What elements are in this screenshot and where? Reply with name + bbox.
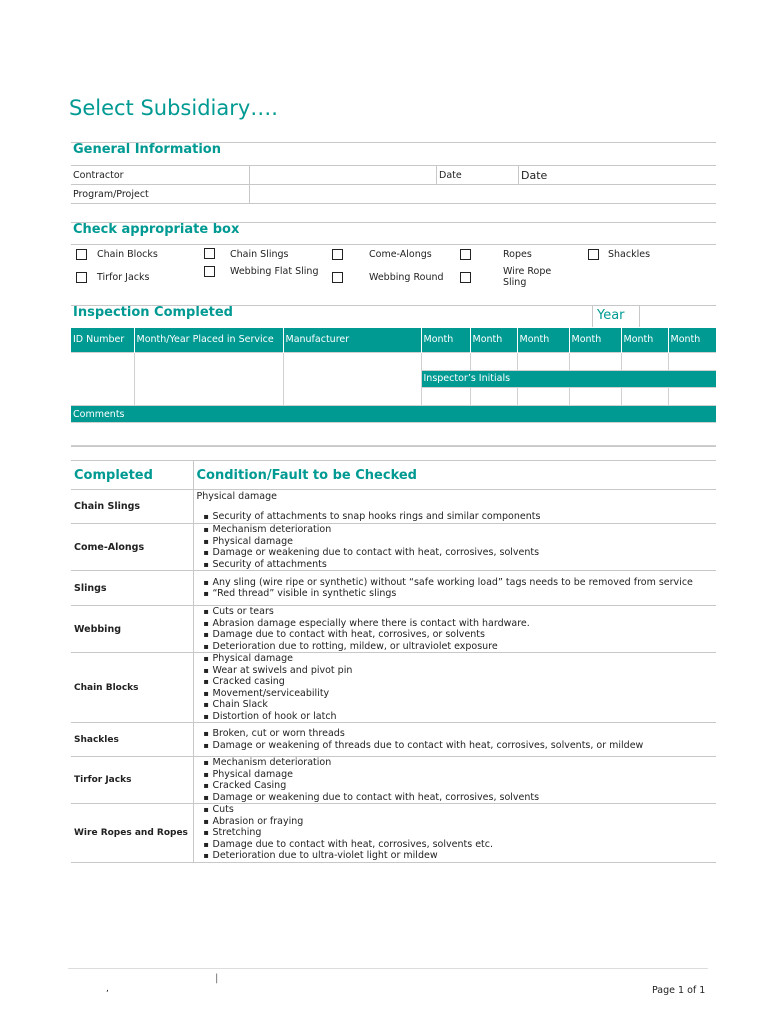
list-item: ▪ Broken, cut or worn threads	[213, 728, 714, 740]
comments-label: Comments	[71, 406, 716, 423]
initials-cell[interactable]	[668, 388, 716, 406]
contractor-field[interactable]	[250, 166, 437, 185]
initials-cell[interactable]	[421, 388, 470, 406]
table-row	[71, 804, 716, 863]
year-box	[592, 305, 640, 327]
conditions-cell	[193, 571, 716, 606]
footer-separator: |	[215, 973, 219, 984]
table-row	[71, 524, 716, 571]
month-header: Month	[569, 328, 621, 353]
table-row	[71, 723, 716, 757]
inspection-table	[71, 328, 716, 446]
initials-cell[interactable]	[470, 388, 517, 406]
item-name: Come-Alongs	[71, 524, 193, 571]
list-item: ▪ Mechanism deterioration	[213, 757, 714, 769]
footer-divider	[68, 968, 708, 969]
list-item: ▪ Stretching	[213, 827, 714, 839]
wire-rope-sling-label: Wire Rope Sling	[503, 266, 552, 288]
item-name: Chain Blocks	[71, 653, 193, 723]
list-item: ▪ Chain Slack	[213, 699, 714, 711]
list-item: ▪ Any sling (wire ripe or synthetic) without “safe working load” tags needs to be removed from service	[213, 577, 714, 589]
month-header: Month	[421, 328, 470, 353]
list-item: ▪ Distortion of hook or latch	[213, 711, 714, 723]
month-cell[interactable]	[517, 353, 569, 371]
conditions-cell	[193, 757, 716, 804]
chain-slings-label: Chain Slings	[230, 249, 289, 260]
webbing-flat-sling-label: Webbing Flat Sling	[230, 266, 319, 277]
chain-blocks-checkbox[interactable]	[76, 249, 87, 260]
list-item: ▪ Deterioration due to rotting, mildew, or ultraviolet exposure	[213, 641, 714, 653]
list-item: ▪ Damage due to contact with heat, corrosives, solvents etc.	[213, 839, 714, 851]
id-number-header: ID Number	[71, 328, 134, 353]
shackles-checkbox[interactable]	[588, 249, 599, 260]
item-name: Chain Slings	[71, 490, 193, 524]
general-info-heading: General Information	[73, 142, 221, 157]
webbing-flat-sling-checkbox[interactable]	[204, 266, 215, 277]
item-name: Webbing	[71, 606, 193, 653]
list-item: ▪ Cuts or tears	[213, 606, 714, 618]
tirfor-jacks-label: Tirfor Jacks	[97, 272, 150, 283]
month-cell[interactable]	[668, 353, 716, 371]
month-cell[interactable]	[621, 353, 668, 371]
list-item: ▪ Damage due to contact with heat, corrosives, or solvents	[213, 629, 714, 641]
manufacturer-header: Manufacturer	[283, 328, 421, 353]
conditions-cell	[193, 723, 716, 757]
id-number-cell[interactable]	[71, 353, 134, 406]
program-project-label: Program/Project	[71, 185, 250, 204]
list-item: ▪ Wear at swivels and pivot pin	[213, 665, 714, 677]
month-header: Month	[517, 328, 569, 353]
table-row	[71, 490, 716, 524]
initials-cell[interactable]	[621, 388, 668, 406]
page-number: Page 1 of 1	[652, 985, 706, 996]
contractor-label: Contractor	[71, 166, 250, 185]
manufacturer-cell[interactable]	[283, 353, 421, 406]
table-row	[71, 757, 716, 804]
list-item: ▪ Physical damage	[213, 769, 714, 781]
month-cell[interactable]	[421, 353, 470, 371]
list-item: ▪ Damage or weakening of threads due to contact with heat, corrosives, solvents, or mildew	[213, 740, 714, 752]
list-item: ▪ Abrasion or fraying	[213, 816, 714, 828]
initials-cell[interactable]	[517, 388, 569, 406]
list-item: ▪ Cracked Casing	[213, 780, 714, 792]
table-row	[71, 653, 716, 723]
list-item: ▪ Abrasion damage especially where there is contact with hardware.	[213, 618, 714, 630]
condition-checklist-table	[71, 460, 716, 863]
come-alongs-checkbox[interactable]	[332, 249, 343, 260]
conditions-cell	[193, 804, 716, 863]
item-name: Slings	[71, 571, 193, 606]
come-alongs-label: Come-Alongs	[369, 249, 432, 260]
list-item: ▪ Cracked casing	[213, 676, 714, 688]
month-header: Month	[668, 328, 716, 353]
divider	[71, 244, 716, 245]
list-item: ▪ Deterioration due to ultra-violet light or mildew	[213, 850, 714, 862]
check-box-heading: Check appropriate box	[73, 222, 240, 237]
list-item: ▪ Damage or weakening due to contact with heat, corrosives, solvents	[213, 792, 714, 804]
month-header: Month	[621, 328, 668, 353]
date-label: Date	[437, 166, 519, 185]
condition-header: Condition/Fault to be Checked	[193, 461, 716, 490]
chain-blocks-label: Chain Blocks	[97, 249, 158, 260]
webbing-round-label: Webbing Round	[369, 272, 444, 283]
conditions-cell	[193, 490, 716, 524]
ropes-checkbox[interactable]	[460, 249, 471, 260]
month-cell[interactable]	[470, 353, 517, 371]
webbing-round-checkbox[interactable]	[332, 272, 343, 283]
page-title: Select Subsidiary….	[69, 96, 278, 120]
conditions-cell	[193, 606, 716, 653]
shackles-label: Shackles	[608, 249, 651, 260]
completed-header: Completed	[71, 461, 193, 490]
year-label: Year	[597, 308, 625, 323]
wire-rope-sling-checkbox[interactable]	[460, 272, 471, 283]
list-item: ▪ Physical damage	[213, 536, 714, 548]
list-item: ▪ Physical damage	[213, 653, 714, 665]
inspector-initials-label: Inspector’s Initials	[421, 370, 716, 388]
list-item: ▪ Mechanism deterioration	[213, 524, 714, 536]
footer-mark: ,	[106, 984, 109, 994]
conditions-cell	[193, 524, 716, 571]
date-field[interactable]: Date	[519, 166, 717, 185]
divider	[71, 446, 716, 447]
list-item: ▪ “Red thread” visible in synthetic slings	[213, 588, 714, 600]
list-item: ▪ Cuts	[213, 804, 714, 816]
placed-in-service-cell[interactable]	[134, 353, 283, 406]
program-project-field[interactable]	[250, 185, 717, 204]
conditions-cell	[193, 653, 716, 723]
placed-in-service-header: Month/Year Placed in Service	[134, 328, 283, 353]
list-item: ▪ Security of attachments	[213, 559, 714, 571]
list-item: ▪ Movement/serviceability	[213, 688, 714, 700]
list-item: ▪ Security of attachments to snap hooks rings and similar components	[213, 511, 714, 523]
chain-slings-checkbox[interactable]	[204, 248, 215, 259]
item-name: Wire Ropes and Ropes	[71, 804, 193, 863]
inspection-heading: Inspection Completed	[73, 305, 233, 320]
table-row	[71, 571, 716, 606]
table-row	[71, 606, 716, 653]
list-item: ▪ Damage or weakening due to contact with heat, corrosives, solvents	[213, 547, 714, 559]
item-name: Tirfor Jacks	[71, 757, 193, 804]
general-info-table	[71, 165, 716, 204]
tirfor-jacks-checkbox[interactable]	[76, 272, 87, 283]
item-name: Shackles	[71, 723, 193, 757]
condition-lead: Physical damage	[196, 490, 277, 502]
month-cell[interactable]	[569, 353, 621, 371]
initials-cell[interactable]	[569, 388, 621, 406]
ropes-label: Ropes	[503, 249, 532, 260]
comments-field[interactable]	[71, 423, 716, 446]
month-header: Month	[470, 328, 517, 353]
